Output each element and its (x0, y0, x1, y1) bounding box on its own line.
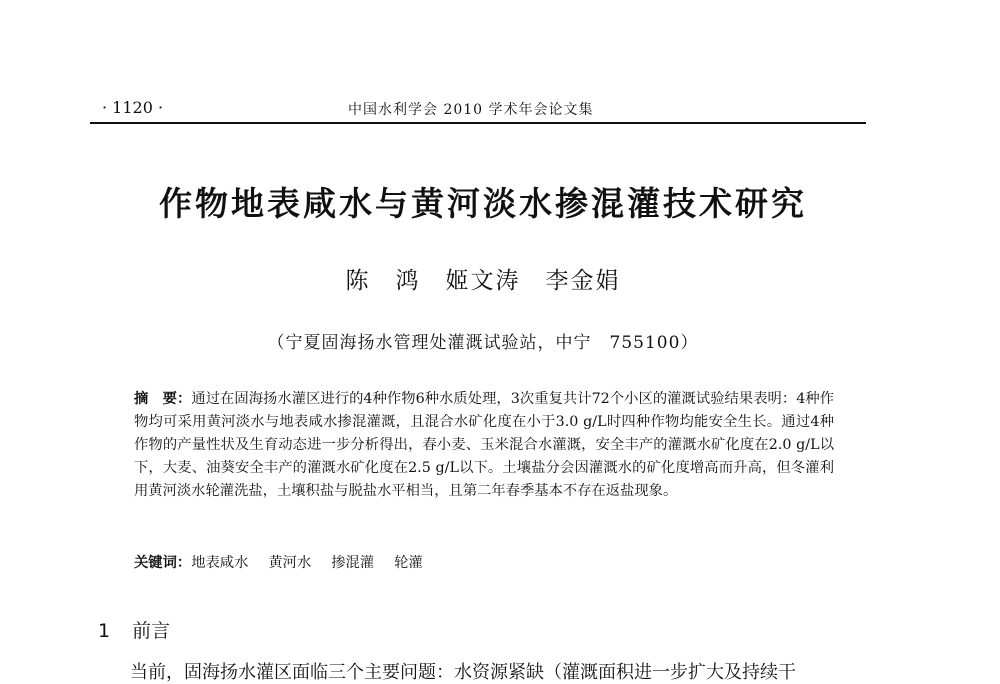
paper-title: 作物地表咸水与黄河淡水掺混灌技术研究 (159, 184, 807, 223)
journal-name: 中国水利学会 2010 学术年会论文集 (348, 102, 594, 118)
section-heading (98, 616, 170, 643)
keywords-label: 关键词： (134, 555, 192, 571)
abstract (134, 388, 834, 503)
keyword: 地表咸水 (191, 555, 249, 571)
authors: 陈 鸿 姬文涛 李金娟 (345, 268, 621, 294)
abstract-text: 通过在固海扬水灌区进行的4种作物6种水质处理，3次重复共计72个小区的灌溉试验结果表明：4种作物均可采用黄河淡水与地表咸水掺混灌溉，且混合水矿化度在小于3.0 g/L时四种作物均能安全生长。通过4种作物的产量性状及生育动态进一步分析得出，春小麦、玉米混合水灌溉，安全丰产的灌溉水矿化度在2.0 g/L以下，大麦、油葵安全丰产的灌溉水矿化度在2.5 g/L以下。土壤盐分会因灌溉水的矿化度增高而升高，但冬灌利用黄河淡水轮灌洗盐，土壤积盐与脱盐水平相当，且第二年春季基本不存在返盐现象。 (134, 391, 834, 499)
page-number: · 1120 · (102, 98, 164, 117)
section-title: 前言 (132, 620, 171, 642)
abstract-label: 摘 要： (134, 391, 192, 407)
body-paragraph: 当前，固海扬水灌区面临三个主要问题：水资源紧缺（灌溉面积进一步扩大及持续干 (130, 662, 796, 683)
affiliation: （宁夏固海扬水管理处灌溉试验站，中宁 755100） (267, 333, 699, 353)
page-header (90, 96, 866, 124)
keywords (134, 552, 834, 572)
keyword: 轮灌 (394, 555, 423, 571)
keyword: 掺混灌 (331, 555, 375, 571)
section-number: 1 (98, 620, 111, 642)
keyword: 黄河水 (268, 555, 312, 571)
